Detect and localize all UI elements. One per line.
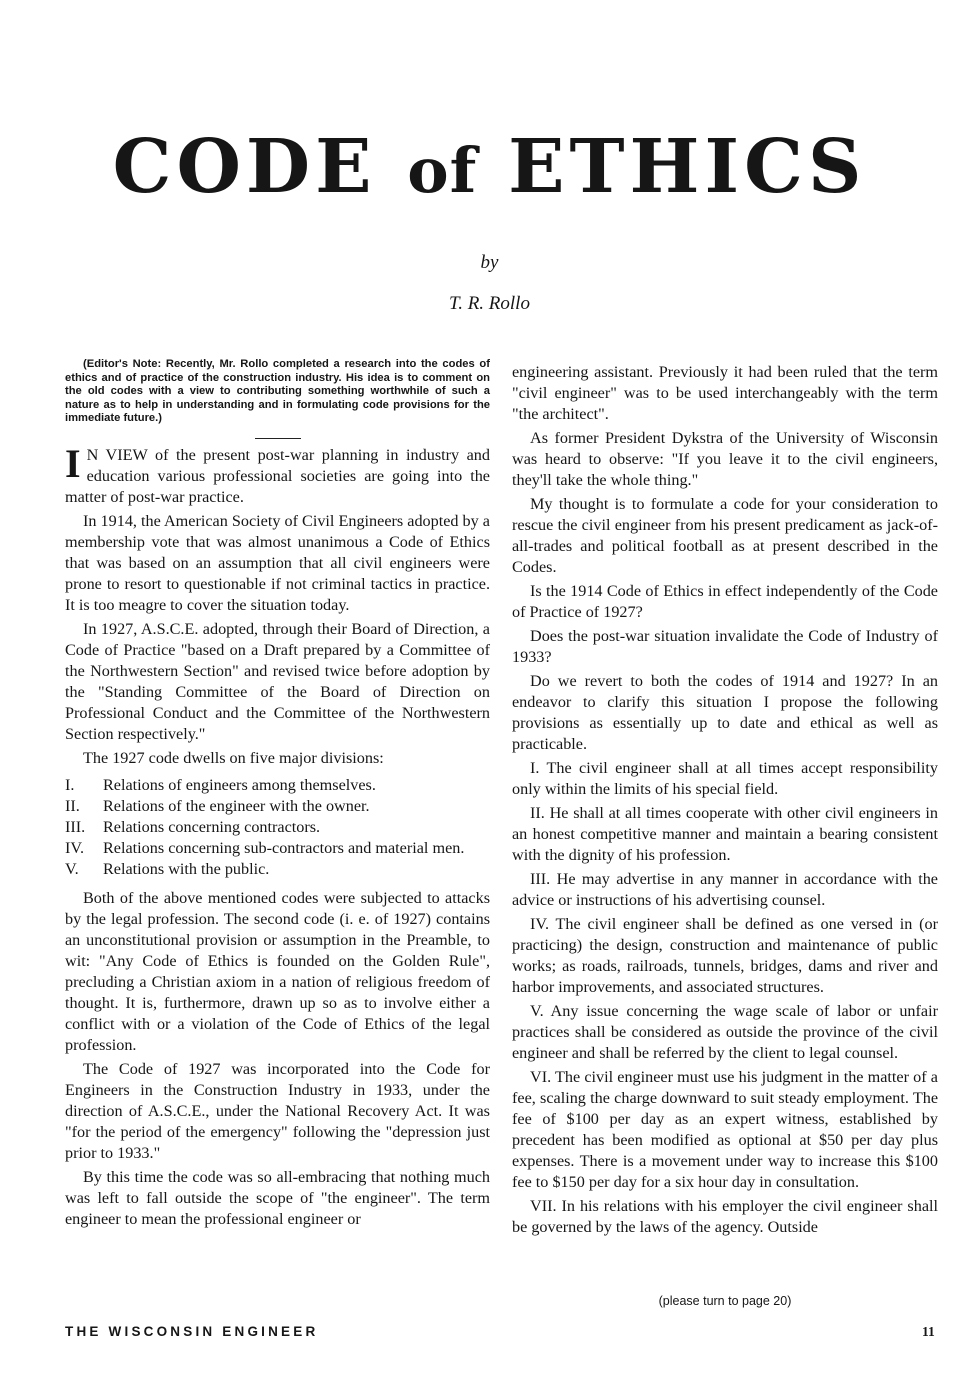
intro-text: N VIEW of the present post-war planning in industry and education various professional societies are going into the matter of post-war practice.	[65, 445, 490, 506]
editors-note: (Editor's Note: Recently, Mr. Rollo completed a research into the codes of ethics and of practice of the construction industry. His idea is to comment on the old codes with a view to contributing something worthwhile of such a nature as to help in understanding and in formulating code provisions for the immediate future.)	[65, 358, 490, 425]
provision-paragraph: III. He may advertise in any manner in accordance with the advice or instructions of his advertising counsel.	[512, 870, 938, 909]
division-number: I.	[65, 775, 75, 794]
division-item	[65, 775, 490, 796]
division-item	[65, 796, 490, 817]
paragraph: By this time the code was so all-embracing that nothing much was left to fall outside the scope of "the engineer". The term engineer to mean the professional engineer or	[65, 1167, 490, 1228]
paragraph: Is the 1914 Code of Ethics in effect independently of the Code of Practice of 1927?	[512, 582, 938, 621]
title-word-ethics: ETHICS	[508, 124, 867, 210]
division-number: IV.	[65, 838, 85, 857]
paragraph: The Code of 1927 was incorporated into the Code for Engineers in the Construction Industry in 1933, under the direction of A.S.C.E., under the National Recovery Act. It was "for the period of the emergency" following the "depression just prior to 1933."	[65, 1059, 490, 1162]
paragraph: The 1927 code dwells on five major divisions:	[83, 748, 384, 767]
division-number: II.	[65, 796, 80, 815]
provision-paragraph: IV. The civil engineer shall be defined as one versed in (or practicing) the design, construction and maintenance of public works; as roads, railroads, tunnels, bridges, dams and river and harbor improvements, and associated structures.	[512, 915, 938, 996]
division-text: Relations of engineers among themselves.	[103, 775, 376, 794]
provision-paragraph: II. He shall at all times cooperate with other civil engineers in an honest competitive manner and maintain a bearing consistent with the dignity of his profession.	[512, 804, 938, 864]
intro-paragraph	[65, 440, 490, 508]
title-word-code: CODE	[112, 124, 377, 210]
provision-paragraph: VII. In his relations with his employer the civil engineer shall be governed by the laws of the agency. Outside	[512, 1197, 938, 1236]
provision-paragraph: V. Any issue concerning the wage scale of labor or unfair practices shall be considered as outside the province of the civil engineer and shall be referred by the client to legal counsel.	[512, 1002, 938, 1062]
byline-by: by	[480, 252, 499, 273]
left-column	[65, 358, 490, 1233]
provision-paragraph: VI. The civil engineer must use his judgment in the matter of a fee, scaling the charge downward to suit steady employment. The fee of $100 per day as an expert witness, established by precedent has been modified as optional at $50 per day plus expenses. There is a movement under way to increase this $100 fee to $150 per day for a six hour day in consultation.	[512, 1068, 938, 1191]
provision-paragraph: I. The civil engineer shall at all times accept responsibility only within the limits of his special field.	[512, 759, 938, 798]
title-word-of: of	[407, 134, 478, 207]
paragraph: engineering assistant. Previously it had been ruled that the term "civil engineer" was to be used interchangeably with the term "the architect".	[512, 363, 938, 423]
paragraph: In 1927, A.S.C.E. adopted, through their Board of Direction, a Code of Practice "based on a Draft prepared by a Committee of the Northwestern Section" and revised twice before adoption by the "Standing Committee of the Board of Direction on Professional Conduct and the Committee of the Northwestern Section respectively."	[65, 619, 490, 743]
right-column	[512, 362, 938, 1241]
paragraph: Does the post-war situation invalidate the Code of Industry of 1933?	[512, 627, 938, 666]
paragraph: In 1914, the American Society of Civil Engineers adopted by a membership vote that was almost unanimous a Code of Ethics that was based on an assumption that all civil engineers were prone to resort to questionable if not criminal tactics in practice. It is too meagre to cover the situation today.	[65, 511, 490, 614]
division-number: III.	[65, 817, 86, 836]
paragraph: My thought is to formulate a code for your consideration to rescue the civil engineer from his present predicament as jack-of-all-trades and political football as at present described in the Codes.	[512, 495, 938, 576]
note-divider	[255, 438, 301, 439]
byline-author: T. R. Rollo	[449, 293, 530, 314]
publication-footer: THE WISCONSIN ENGINEER	[65, 1324, 319, 1339]
article-title	[0, 124, 979, 210]
continuation-note: (please turn to page 20)	[658, 1294, 792, 1308]
paragraph: Do we revert to both the codes of 1914 and 1927? In an endeavor to clarify this situation I propose the following provisions as essentially up to date and ethical as well as practicable.	[512, 672, 938, 753]
division-text: Relations concerning sub-contractors and material men.	[103, 838, 465, 857]
division-text: Relations with the public.	[103, 859, 270, 878]
division-item	[65, 859, 490, 880]
division-number: V.	[65, 859, 79, 878]
division-item	[65, 838, 490, 859]
paragraph: Both of the above mentioned codes were subjected to attacks by the legal profession. The second code (i. e. of 1927) contains an unconstitutional provision or assumption in the Preamble, to wit: "Any Code of Ethics is founded on the Golden Rule", precluding a Christian axiom in a nation of religious freedom of thought. It is, furthermore, drawn up so as to involve either a conflict with or a violation of the Code of Ethics of the legal profession.	[65, 888, 490, 1054]
paragraph: As former President Dykstra of the University of Wisconsin was heard to observe: "If you leave it to the civil engineers, they'll take the whole thing."	[512, 429, 938, 489]
divisions-list	[65, 775, 490, 880]
division-item	[65, 817, 490, 838]
drop-cap: I	[65, 440, 81, 486]
division-text: Relations of the engineer with the owner.	[103, 796, 370, 815]
division-text: Relations concerning contractors.	[103, 817, 321, 836]
page-number: 11	[922, 1324, 935, 1339]
